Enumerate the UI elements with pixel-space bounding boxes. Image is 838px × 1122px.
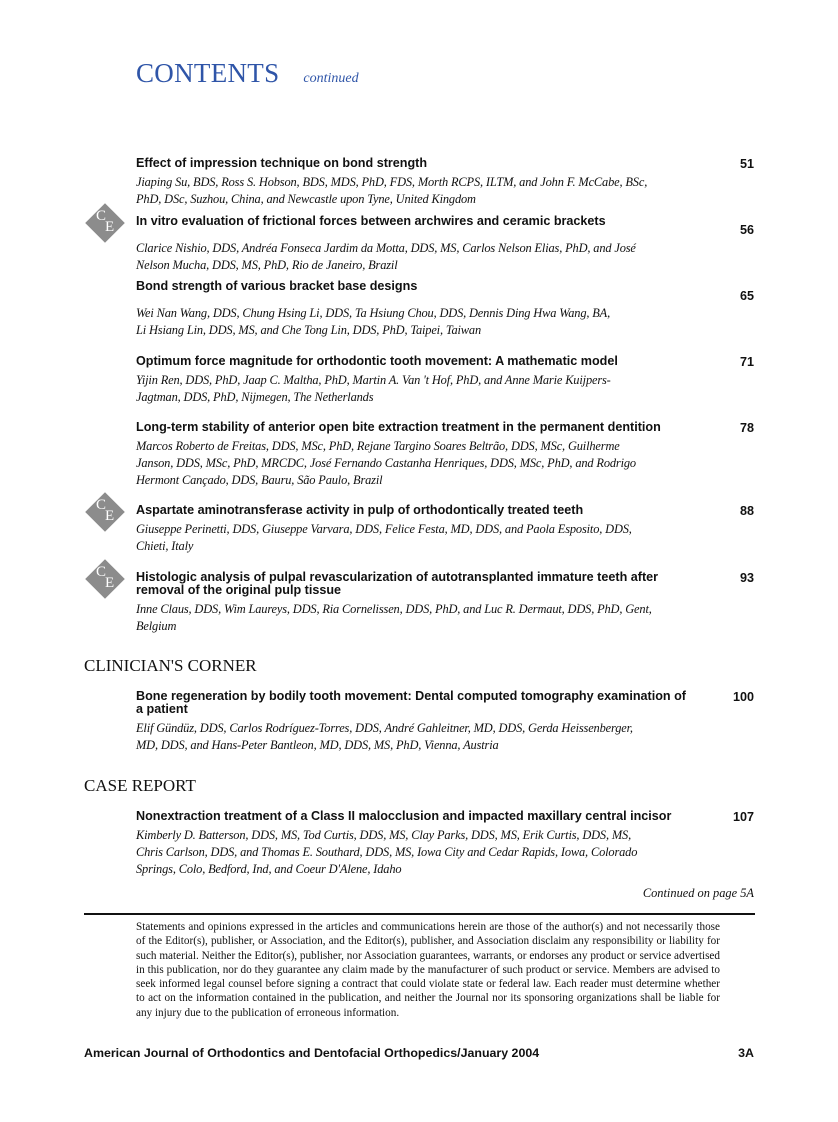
page-number[interactable]: 56 [739,223,754,237]
disclaimer: Statements and opinions expressed in the articles and communications herein are those of the author(s) and not necessarily those of the Editor(s), publisher, or Association, and the Editor(s), publisher, and Association disclaim any responsibility or liability for such material. Neither the Editor(s), publisher, nor Association guarantees, warrants, or endorses any product or service advertised in this publication, nor do they guarantee any claim made by the manufacturer of such product or service. Members are advised to seek informed legal counsel before signing a contract that could violate state or federal law. Each reader must determine whether to act on the information contained in the publication, and neither the Journal nor its sponsoring organizations shall be liable for any injury due to the publication of erroneous information. [136,921,720,1019]
article-authors: Jiaping Su, BDS, Ross S. Hobson, BDS, MDS, PhD, FDS, Morth RCPS, ILTM, and John F. McCabe, BSc, [136,175,648,189]
page-number[interactable]: 88 [739,504,754,518]
ce-badge-icon [85,203,125,243]
article-authors: Giuseppe Perinetti, DDS, Giuseppe Varvara, DDS, Felice Festa, MD, DDS, and Paola Esposito, DDS, [136,522,632,536]
page-number[interactable]: 93 [739,571,754,585]
continued-note: Continued on page 5A [642,886,754,900]
article-authors: Yijin Ren, DDS, PhD, Jaap C. Maltha, PhD, Martin A. Van 't Hof, PhD, and Anne Marie Kuijpers- [136,373,611,387]
article-authors: Inne Claus, DDS, Wim Laureys, DDS, Ria Cornelissen, DDS, PhD, and Luc R. Dermaut, DDS, PhD, Gent, [136,602,652,616]
article-title[interactable]: Histologic analysis of pulpal revascularization of autotransplanted immature teeth after [136,570,659,584]
article-authors: Li Hsiang Lin, DDS, MS, and Che Tong Lin, DDS, PhD, Taipei, Taiwan [136,322,482,337]
article-authors: Wei Nan Wang, DDS, Chung Hsing Li, DDS, Ta Hsiung Chou, DDS, Dennis Ding Hwa Wang, BA, [136,306,611,320]
page-number[interactable]: 51 [739,157,754,171]
ce-letter-c: C [96,564,107,580]
article-authors: Elif Gündüz, DDS, Carlos Rodríguez-Torres, DDS, André Gahleitner, MD, DDS, Gerda Heissenberger, [136,721,633,735]
toc-entry [136,280,716,339]
article-authors: Chieti, Italy [136,538,194,553]
article-authors: Janson, DDS, MSc, PhD, MRCDC, José Fernando Castanha Henriques, DDS, MSc, PhD, and Rodrigo [136,455,636,470]
ce-letter-e: E [105,219,115,235]
page-number[interactable]: 100 [732,690,754,704]
article-title[interactable]: removal of the original pulp tissue [136,583,342,597]
article-authors: Springs, Colo, Bedford, Ind, and Coeur D'Alene, Idaho [136,861,402,876]
page-number[interactable]: 71 [739,355,754,369]
ce-badge-icon [85,492,125,532]
article-title[interactable]: Long-term stability of anterior open bite extraction treatment in the permanent dentition [136,420,661,434]
article-authors: Jagtman, DDS, PhD, Nijmegen, The Netherlands [136,389,374,404]
ce-badge-icon [85,559,125,599]
article-authors: Chris Carlson, DDS, and Thomas E. Southard, DDS, MS, Iowa City and Cedar Rapids, Iowa, Colorado [136,844,638,859]
toc-entry [136,504,716,555]
article-authors: Marcos Roberto de Freitas, DDS, MSc, PhD, Rejane Targino Soares Beltrão, DDS, MSc, Guilherme [136,439,620,453]
article-title[interactable]: Bone regeneration by bodily tooth movement: Dental computed tomography examination of [136,689,686,703]
section-heading: CASE REPORT [84,776,196,795]
ce-letter-c: C [96,497,107,513]
page-subtitle: continued [303,71,359,86]
ce-letter-e: E [105,508,115,524]
footer-journal: American Journal of Orthodontics and Dentofacial Orthopedics/January 2004 [84,1046,540,1060]
toc-entry [136,810,716,877]
article-authors: Nelson Mucha, DDS, MS, PhD, Rio de Janeiro, Brazil [136,257,398,272]
page-title: CONTENTS [136,58,280,88]
page-header [136,58,359,89]
toc-entry [136,157,716,208]
divider [84,913,755,915]
article-authors: MD, DDS, and Hans-Peter Bantleon, MD, DDS, MS, PhD, Vienna, Austria [136,737,499,752]
article-title[interactable]: In vitro evaluation of frictional forces between archwires and ceramic brackets [136,214,606,228]
footer-page-number: 3A [738,1046,754,1060]
ce-letter-c: C [96,208,107,224]
article-authors: Kimberly D. Batterson, DDS, MS, Tod Curtis, DDS, MS, Clay Parks, DDS, MS, Erik Curtis, DDS, MS, [136,828,632,842]
toc-entry [136,215,716,274]
page-number[interactable]: 78 [739,421,754,435]
article-authors: Clarice Nishio, DDS, Andréa Fonseca Jardim da Motta, DDS, MS, Carlos Nelson Elias, PhD, and José [136,241,636,255]
page-number[interactable]: 107 [732,810,754,824]
article-authors: PhD, DSc, Suzhou, China, and Newcastle upon Tyne, United Kingdom [136,191,476,206]
article-authors: Belgium [136,618,177,633]
article-title[interactable]: Aspartate aminotransferase activity in pulp of orthodontically treated teeth [136,503,584,517]
page-number[interactable]: 65 [739,289,754,303]
ce-letter-e: E [105,575,115,591]
article-title[interactable]: Bond strength of various bracket base designs [136,279,418,293]
article-title[interactable]: Effect of impression technique on bond strength [136,156,428,170]
article-authors: Hermont Cançado, DDS, Bauru, São Paulo, Brazil [136,472,383,487]
article-title[interactable]: Optimum force magnitude for orthodontic tooth movement: A mathematic model [136,354,618,368]
toc-entry [136,690,716,754]
section-heading: CLINICIAN'S CORNER [84,656,257,675]
toc-entry [136,421,716,488]
toc-entry [136,571,716,635]
article-title[interactable]: Nonextraction treatment of a Class II malocclusion and impacted maxillary central incisor [136,809,672,823]
article-title[interactable]: a patient [136,702,188,716]
toc-entry [136,355,716,406]
